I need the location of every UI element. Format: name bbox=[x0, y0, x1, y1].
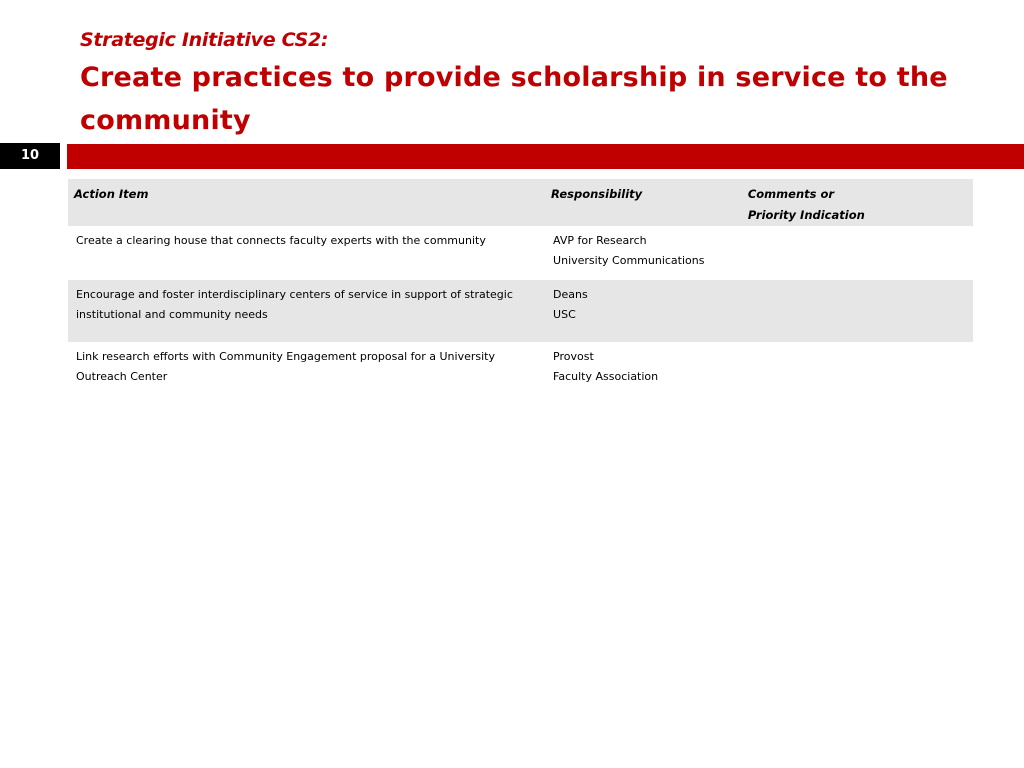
header-comments bbox=[742, 179, 973, 226]
cell-action-item bbox=[68, 226, 545, 280]
cell-comments bbox=[742, 280, 973, 342]
cell-responsibility bbox=[545, 226, 742, 280]
table-header-row bbox=[68, 179, 973, 226]
responsibility-line1: AVP for Research bbox=[553, 234, 647, 247]
cell-responsibility bbox=[545, 280, 742, 342]
slide-subtitle: Strategic Initiative CS2: bbox=[80, 29, 329, 51]
responsibility-line2: Faculty Association bbox=[553, 370, 659, 383]
table-row bbox=[68, 226, 973, 280]
table-row bbox=[68, 280, 973, 342]
cell-responsibility bbox=[545, 342, 742, 397]
header-comments-line1: Comments or bbox=[747, 187, 835, 201]
header-action-item: Action Item bbox=[68, 179, 545, 226]
cell-comments bbox=[742, 342, 973, 397]
header-responsibility: Responsibility bbox=[545, 179, 742, 226]
title-block bbox=[80, 26, 980, 142]
responsibility-line1: Deans bbox=[553, 288, 588, 301]
action-text-line1: Link research efforts with Community Engagement proposal for a University bbox=[76, 350, 495, 363]
responsibility-line1: Provost bbox=[553, 350, 594, 363]
page-number-badge: 10 bbox=[0, 143, 60, 169]
header-comments-line2: Priority Indication bbox=[747, 208, 865, 222]
action-text-line1: Create a clearing house that connects faculty experts with the community bbox=[76, 234, 486, 247]
slide-title: Create practices to provide scholarship in service to the community bbox=[80, 62, 948, 136]
cell-action-item bbox=[68, 280, 545, 342]
action-text-line2: institutional and community needs bbox=[76, 308, 268, 321]
action-text-line2: Outreach Center bbox=[76, 370, 168, 383]
accent-bar bbox=[67, 144, 1024, 169]
responsibility-line2: University Communications bbox=[553, 254, 705, 267]
table-row bbox=[68, 342, 973, 397]
action-text-line1: Encourage and foster interdisciplinary centers of service in support of strategic bbox=[76, 288, 513, 301]
cell-action-item bbox=[68, 342, 545, 397]
responsibility-line2: USC bbox=[553, 308, 576, 321]
cell-comments bbox=[742, 226, 973, 280]
action-table bbox=[68, 179, 973, 397]
